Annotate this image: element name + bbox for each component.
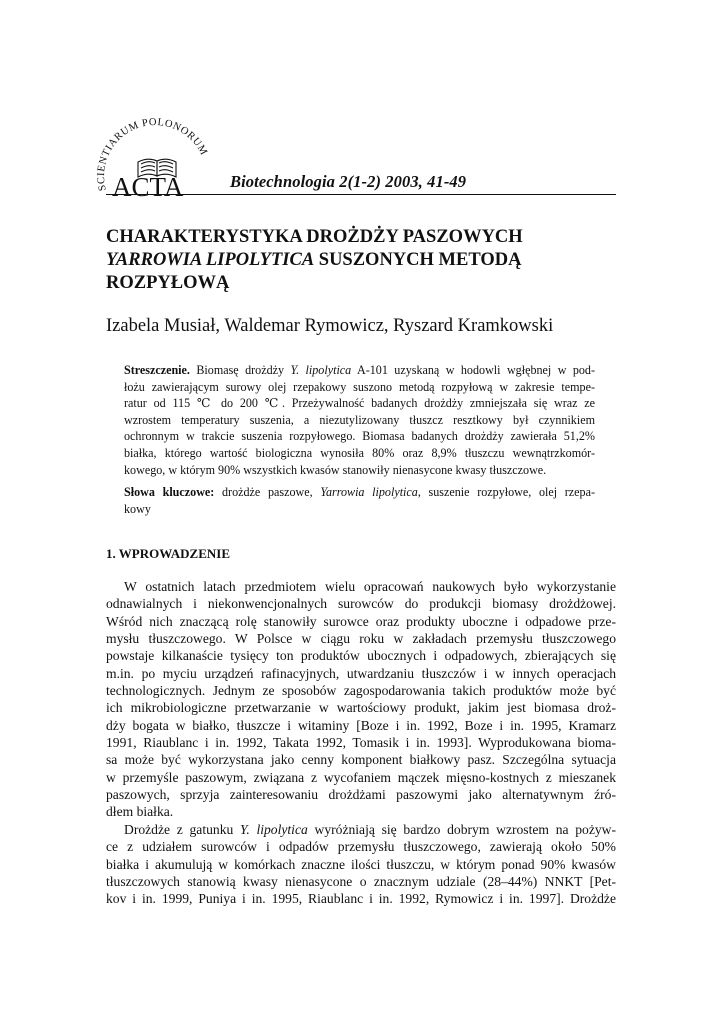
body-line: Wśród nich znaczącą rolę stanowiły surowce oraz produkty uboczne i odpadowe prze-: [106, 613, 616, 629]
body-text: [106, 578, 616, 908]
logo-arc-text: SCIENTIARUM POLONORUM: [96, 118, 210, 192]
authors: Izabela Musiał, Waldemar Rymowicz, Ryszard Kramkowski: [106, 316, 554, 336]
body-line: Drożdże z gatunku Y. lipolytica wyróżniają się bardzo dobrym wzrostem na pożyw-: [124, 821, 617, 837]
title-line-1: CHARAKTERYSTYKA DROŻDŻY PASZOWYCH: [106, 227, 523, 247]
abstract-line: Streszczenie. Biomasę drożdży Y. lipolytica A-101 uzyskaną w hodowli wgłębnej w pod-: [124, 363, 596, 377]
body-line: białka i akumulują w komórkach znaczne ilości tłuszczu, w którym ponad 90% kwasów: [106, 856, 616, 872]
body-line: dży bogata w białko, tłuszcze i witaminy [Boze i in. 1992, Boze i in. 1995, Kramarz: [106, 717, 616, 733]
keywords-label: Słowa kluczowe:: [124, 485, 215, 499]
body-line: w przemyśle paszowym, związana z wycofaniem mączek mięsno-kostnych z mieszanek: [106, 769, 616, 785]
body-line: m.in. po myciu urządzeń rafinacyjnych, utwardzaniu tłuszczów i w innych operacjach: [106, 665, 616, 681]
journal-citation: Biotechnologia 2(1-2) 2003, 41-49: [230, 172, 467, 191]
body-line: ich mikrobiologiczne przetwarzanie w wartościowy produkt, jakim jest biomasa droż-: [106, 700, 616, 716]
title-line-3: ROZPYŁOWĄ: [106, 273, 230, 293]
abstract-line: białka, którego wartość biologiczna wynosiła 80% oraz 8,9% tłuszczu wewnątrzkomór-: [124, 445, 595, 460]
title-line-2: [106, 249, 626, 272]
abstract-line: kowego, w którym 90% wszystkich kwasów stanowiły nienasycone kwasy tłuszczowe.: [124, 462, 547, 477]
body-line: dłem białka.: [106, 804, 174, 820]
body-line: W ostatnich latach przedmiotem wielu opracowań naukowych było wykorzystanie: [124, 579, 616, 594]
body-line: odnawialnych i niekonwencjonalnych surowców do produkcji biomasy drożdżowej.: [106, 596, 616, 612]
keywords-line: Słowa kluczowe: drożdże paszowe, Yarrowia lipolytica, suszenie rozpyłowe, olej rzepa-: [124, 485, 595, 499]
body-line: technologicznych. Jednym ze sposobów zagospodarowania takich produktów może być: [106, 683, 616, 699]
abstract: [124, 362, 595, 478]
body-line: kov i in. 1999, Puniya i in. 1995, Riaublanc i in. 1992, Rymowicz i in. 1997]. Drożdże: [106, 891, 616, 907]
logo-main-text: ACTA: [112, 172, 184, 198]
abstract-line: wzrostem temperatury suszenia, a niezutylizowany tłuszcz resztkowy był czynnikiem: [124, 412, 595, 427]
journal-logo: [96, 118, 224, 198]
title-line-2-rest: SUSZONYCH METODĄ: [314, 250, 522, 270]
acta-seal-icon: [96, 118, 224, 198]
abstract-label: Streszczenie.: [124, 363, 190, 377]
abstract-line: ratur od 115 ℃ do 200 ℃. Przeżywalność badanych drożdży zmniejszała się wraz ze: [124, 396, 595, 411]
paragraph-2: [106, 821, 616, 908]
article-title: [106, 226, 626, 295]
abstract-line: łożu zawierającym surowy olej rzepakowy suszono metodą rozpyłową w zakresie tempe-: [124, 379, 595, 394]
body-line: paszowych, sprzyja zainteresowaniu drożdżami paszowymi jako alternatywnym źró-: [106, 787, 616, 803]
body-line: 1991, Riaublanc i in. 1992, Takata 1992, Tomasik i in. 1993]. Wyprodukowana bioma-: [106, 735, 616, 751]
header-divider: [106, 194, 616, 195]
body-line: ce z udziałem surowców i odpadów przemysłu tłuszczowego, zawierają około 50%: [106, 839, 616, 855]
abstract-line: ochronnym w trakcie suszenia rozpyłowego. Biomasa badanych drożdży zawierała 51,2%: [124, 429, 595, 444]
body-line: powstaje kilkanaście tysięcy ton produktów ubocznych i odpadowych, zbierających się: [106, 648, 616, 664]
body-line: sa może być wykorzystana jako cenny komponent białkowy pasz. Szczególna sytuacja: [106, 752, 616, 768]
paragraph-1: [106, 578, 616, 821]
body-line: mysłu tłuszczowego. W Polsce w ciągu roku w zakładach przemysłu tłuszczowego: [106, 631, 616, 647]
title-species: YARROWIA LIPOLYTICA: [106, 250, 315, 270]
body-line: tłuszczowych stanowią kwasy nienasycone o znacznym udziale (28–44%) NNKT [Pet-: [106, 873, 616, 889]
keywords: [124, 484, 595, 517]
keywords-line: kowy: [124, 501, 151, 516]
section-heading: 1. WPROWADZENIE: [106, 546, 231, 561]
